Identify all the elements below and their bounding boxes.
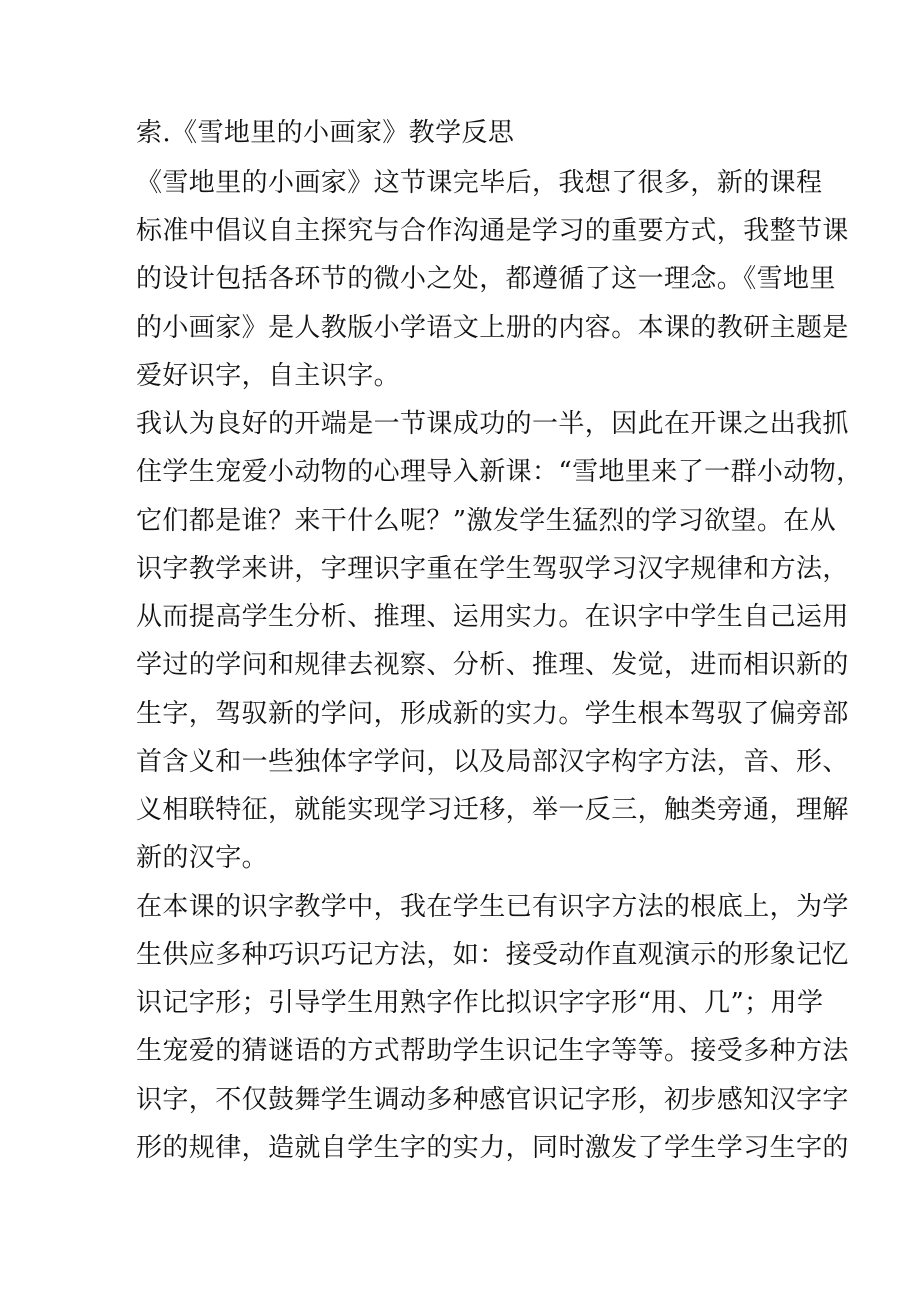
paragraph-line: 在本课的识字教学中，我在学生已有识字方法的根底上，为学: [136, 892, 849, 922]
paragraph-line: 的小画家》是人教版小学语文上册的内容。本课的教研主题是: [136, 313, 849, 343]
paragraph-line: 的设计包括各环节的微小之处，都遵循了这一理念。《雪地里: [136, 264, 836, 294]
paragraph-line: 义相联特征，就能实现学习迁移，举一反三，触类旁通，理解: [136, 795, 849, 825]
paragraph-line: 形的规律，造就自学生字的实力，同时激发了学生学习生字的: [136, 1133, 849, 1163]
paragraph-line: 识记字形；引导学生用熟字作比拟识字字形“用、几”；用学: [136, 988, 824, 1018]
paragraph-line: 学过的学问和规律去视察、分析、推理、发觉，进而相识新的: [136, 650, 849, 680]
paragraph-line: 标准中倡议自主探究与合作沟通是学习的重要方式，我整节课: [136, 216, 849, 246]
paragraph-line: 从而提高学生分析、推理、运用实力。在识字中学生自己运用: [136, 602, 849, 632]
document-title: 索.《雪地里的小画家》教学反思: [136, 118, 515, 148]
paragraph-line: 生供应多种巧识巧记方法，如：接受动作直观演示的形象记忆: [136, 940, 849, 970]
paragraph-line: 它们都是谁？来干什么呢？”激发学生猛烈的学习欲望。在从: [136, 506, 837, 536]
paragraph-line: 生字，驾驭新的学问，形成新的实力。学生根本驾驭了偏旁部: [136, 699, 849, 729]
paragraph-line: 住学生宠爱小动物的心理导入新课：“雪地里来了一群小动物，: [136, 457, 863, 487]
paragraph-line: 《雪地里的小画家》这节课完毕后，我想了很多，新的课程: [136, 168, 823, 198]
paragraph-line: 首含义和一些独体字学问，以及局部汉字构字方法，音、形、: [136, 747, 849, 777]
paragraph-line: 爱好识字，自主识字。: [136, 361, 401, 391]
paragraph-line: 识字，不仅鼓舞学生调动多种感官识记字形，初步感知汉字字: [136, 1085, 849, 1115]
paragraph-line: 新的汉字。: [136, 843, 269, 873]
paragraph-line: 识字教学来讲，字理识字重在学生驾驭学习汉字规律和方法，: [136, 554, 849, 584]
paragraph-line: 生宠爱的猜谜语的方式帮助学生识记生字等等。接受多种方法: [136, 1036, 849, 1066]
paragraph-line: 我认为良好的开端是一节课成功的一半，因此在开课之出我抓: [136, 409, 849, 439]
